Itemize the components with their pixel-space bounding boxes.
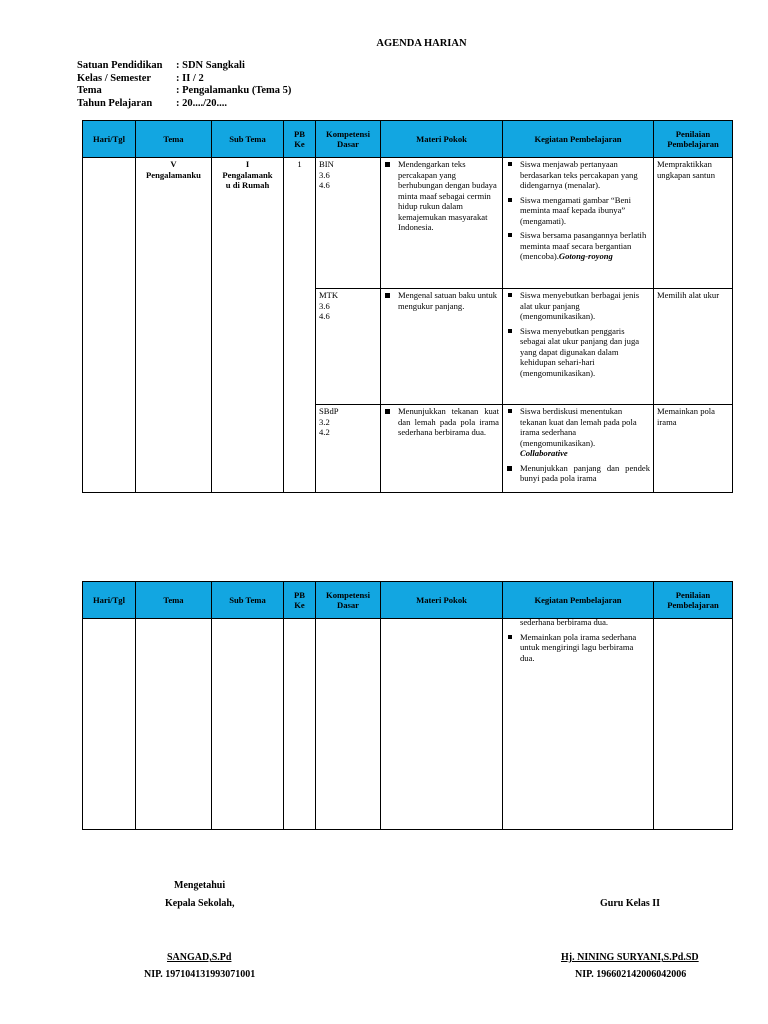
col-header-pb [284,582,316,619]
cell-penilaian: Mempraktikkan ungkapan santun [654,158,733,289]
kegiatan-item: Siswa menyebutkan berbagai jenis alat ukur panjang (mengomunikasikan). [506,290,650,322]
kegiatan-emphasis: Gotong-royong [558,251,613,261]
info-row-satuan [77,60,291,73]
kd-code: 3.2 [319,416,330,427]
sign-name-kepala: SANGAD,S.Pd [167,952,232,963]
col-header-penilaian-2: Pembelajaran [667,600,719,610]
col-header-kd-2: Dasar [337,600,359,610]
cell-subtema [212,158,284,493]
info-label: Satuan Pendidikan [77,60,163,71]
cell-hari [83,158,136,493]
agenda-table-1 [82,120,733,493]
agenda-table-2 [82,581,733,830]
cell-kegiatan [503,289,654,405]
cell-pb [284,619,316,830]
cell-kd [316,289,381,405]
col-header-subtema: Sub Tema [212,121,284,158]
subtema-name-2: u di Rumah [225,180,270,190]
cell-hari [83,619,136,830]
col-header-penilaian-1: Penilaian [675,129,711,139]
col-header-subtema: Sub Tema [212,582,284,619]
materi-item: Mengenal satuan baku untuk mengukur panjang. [384,290,499,311]
cell-penilaian: Memilih alat ukur [654,289,733,405]
info-row-kelas [77,73,291,86]
sign-name-guru: Hj. NINING SURYANI,S.Pd.SD [561,952,699,963]
cell-materi [381,405,503,493]
col-header-penilaian [654,582,733,619]
cell-pb: 1 [284,158,316,493]
info-block [77,60,291,110]
sign-kepala-sekolah: Kepala Sekolah, [165,898,235,909]
kegiatan-text: Siswa bersama pasangannya berlatih meminta maaf secara bergantian (mencoba). [520,230,647,261]
info-value: : Pengalamanku (Tema 5) [176,85,292,96]
col-header-penilaian [654,121,733,158]
info-value: : SDN Sangkali [176,60,245,71]
table-row [83,619,733,830]
cell-tema [136,158,212,493]
cell-kegiatan [503,619,654,830]
info-row-tema [77,85,291,98]
info-value: : II / 2 [176,72,204,84]
cell-penilaian: Memainkan pola irama [654,405,733,493]
table-header-row [83,121,733,158]
cell-materi [381,158,503,289]
cell-kd [316,405,381,493]
info-row-tahun [77,98,291,111]
sign-guru-kelas: Guru Kelas II [600,898,661,909]
subtema-name-1: Pengalamank [222,169,273,180]
col-header-penilaian-2: Pembelajaran [667,139,719,149]
kegiatan-continued: sederhana berbirama dua. [520,617,609,627]
kd-code: 3.6 [319,300,330,311]
col-header-kd [316,582,381,619]
subtema-number: I [245,159,250,169]
materi-item: Menunjukkan tekanan kuat dan lemah pada pola irama sederhana berbirama dua. [384,406,499,438]
kegiatan-item [506,406,650,459]
sign-nip-kepala: NIP. 197104131993071001 [144,969,256,980]
col-header-kd-1: Kompetensi [326,590,370,600]
col-header-pb-1: PB [294,590,305,600]
col-header-hari: Hari/Tgl [83,582,136,619]
kegiatan-item [506,230,650,262]
cell-kd [316,158,381,289]
col-header-pb-2: Ke [294,139,305,149]
cell-tema [136,619,212,830]
kegiatan-item: Siswa menjawab pertanyaan berdasarkan teks percakapan yang didengarnya (menalar). [506,159,650,191]
col-header-materi: Materi Pokok [381,121,503,158]
sign-nip-guru: NIP. 196602142006042006 [575,969,687,980]
kegiatan-emphasis: Collaborative [520,448,568,458]
col-header-tema: Tema [136,121,212,158]
col-header-kd-1: Kompetensi [326,129,370,139]
col-header-kegiatan: Kegiatan Pembelajaran [503,121,654,158]
cell-kd [316,619,381,830]
info-value: : 20..../20.... [176,97,228,109]
col-header-pb [284,121,316,158]
kegiatan-item: Menunjukkan panjang dan pendek bunyi pada pola irama [506,463,650,484]
col-header-hari: Hari/Tgl [83,121,136,158]
kegiatan-clip [506,406,650,490]
cell-kegiatan [503,405,654,493]
kegiatan-item: Memainkan pola irama sederhana untuk mengiringi lagu berbirama dua. [506,632,650,664]
cell-materi [381,619,503,830]
info-label: Tahun Pelajaran [77,97,153,109]
kd-code: 3.6 [319,169,330,180]
cell-kegiatan [503,158,654,289]
tema-number: V [170,159,177,169]
col-header-materi: Materi Pokok [381,582,503,619]
kd-code: 4.2 [319,427,330,437]
kd-code: 4.6 [319,180,330,190]
materi-item: Mendengarkan teks percakapan yang berhubungan dengan budaya minta maaf sebagai cermin hidup rukun dalam kemajemukan masyarakat Indonesia. [384,159,499,233]
tema-name: Pengalamanku [146,169,201,180]
kd-subject: MTK [319,290,339,300]
cell-penilaian [654,619,733,830]
kd-subject: SBdP [319,406,339,416]
sign-mengetahui: Mengetahui [174,880,226,891]
kegiatan-item: Siswa mengamati gambar “Beni meminta maaf kepada ibunya” (mengamati). [506,195,650,227]
col-header-kd-2: Dasar [337,139,359,149]
col-header-pb-2: Ke [294,600,305,610]
page-title: AGENDA HARIAN [376,38,467,49]
col-header-kd [316,121,381,158]
kd-code: 4.6 [319,311,330,321]
table-header-row [83,582,733,619]
kegiatan-text: Siswa berdiskusi menentukan tekanan kuat dan lemah pada pola irama sederhana (mengomunikasikan). [520,406,637,448]
info-label: Tema [77,85,102,96]
kd-subject: BIN [319,159,334,169]
col-header-kegiatan: Kegiatan Pembelajaran [503,582,654,619]
cell-materi [381,289,503,405]
col-header-pb-1: PB [294,129,305,139]
kegiatan-item: Siswa menyebutkan penggaris sebagai alat ukur panjang dan juga yang dapat digunakan dalam kehidupan sehari-hari (mengomunikasikan). [506,326,650,379]
cell-subtema [212,619,284,830]
col-header-penilaian-1: Penilaian [675,590,711,600]
col-header-tema: Tema [136,582,212,619]
info-label: Kelas / Semester [77,72,152,84]
table-row [83,158,733,289]
